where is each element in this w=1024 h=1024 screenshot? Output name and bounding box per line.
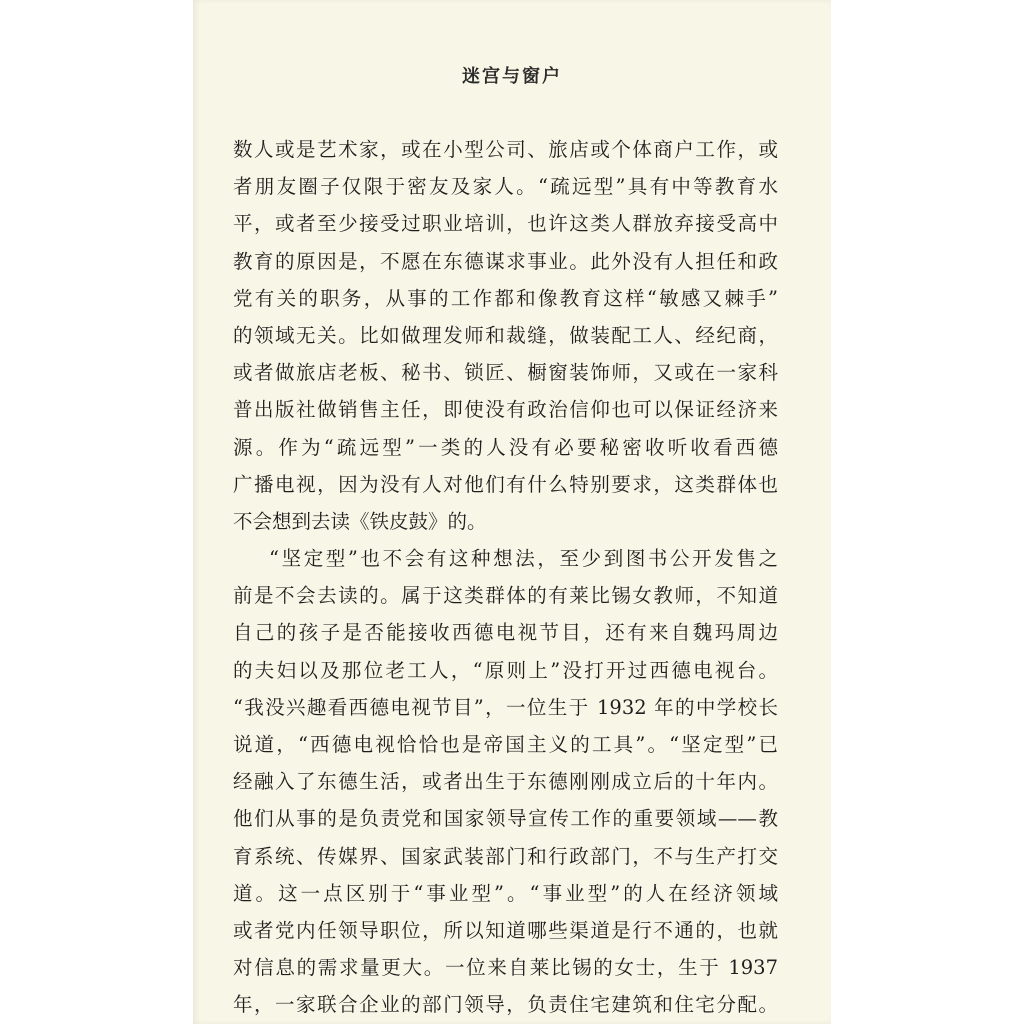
text-line: 对信息的需求量更大。一位来自莱比锡的女士，生于 1937 [233,956,778,980]
text-line: 说道，“西德电视恰恰也是帝国主义的工具”。“坚定型”已 [233,733,778,756]
text-line: 源。作为“疏远型”一类的人没有必要秘密收听收看西德 [233,435,778,459]
text-line: 或者党内任领导职位，所以知道哪些渠道是行不通的，也就 [233,918,778,942]
text-line: 自己的孩子是否能接收西德电视节目，还有来自魏玛周边 [233,621,778,645]
text-line: 前是不会去读的。属于这类群体的有莱比锡女教师，不知道 [233,584,778,608]
text-line: 的领域无关。比如做理发师和裁缝，做装配工人、经纪商， [233,323,778,347]
text-line: 他们从事的是负责党和国家领导宣传工作的重要领域——教 [233,807,778,831]
text-line: “坚定型”也不会有这种想法，至少到图书公开发售之 [269,547,778,571]
text-line: 年，一家联合企业的部门领导，负责住宅建筑和住宅分配。 [233,993,778,1017]
text-line: 平，或者至少接受过职业培训，也许这类人群放弃接受高中 [233,212,778,236]
text-line: 者朋友圈子仅限于密友及家人。“疏远型”具有中等教育水 [233,175,778,199]
body-text [233,131,778,1024]
text-line: 广播电视，因为没有人对他们有什么特别要求，这类群体也 [233,472,778,496]
text-line: 不会想到去读《铁皮鼓》的。 [233,509,487,533]
text-line: 普出版社做销售主任，即使没有政治信仰也可以保证经济来 [233,398,778,422]
text-line: 育系统、传媒界、国家武装部门和行政部门，不与生产打交 [233,844,778,868]
text-line: 道。这一点区别于“事业型”。“事业型”的人在经济领域 [233,881,778,905]
text-line: “我没兴趣看西德电视节目”，一位生于 1932 年的中学校长 [233,695,778,719]
text-line: 经融入了东德生活，或者出生于东德刚刚成立后的十年内。 [233,770,778,794]
running-head: 迷宫与窗户 [462,66,562,87]
text-line: 或者做旅店老板、秘书、锁匠、橱窗装饰师，又或在一家科 [233,361,778,385]
text-line: 党有关的职务，从事的工作都和像教育这样“敏感又棘手” [233,286,778,310]
text-line: 的夫妇以及那位老工人，“原则上”没打开过西德电视台。 [233,658,778,682]
text-line: 数人或是艺术家，或在小型公司、旅店或个体商户工作，或 [233,138,778,161]
text-line: 教育的原因是，不愿在东德谋求事业。此外没有人担任和政 [233,249,778,273]
book-page [193,0,831,1024]
